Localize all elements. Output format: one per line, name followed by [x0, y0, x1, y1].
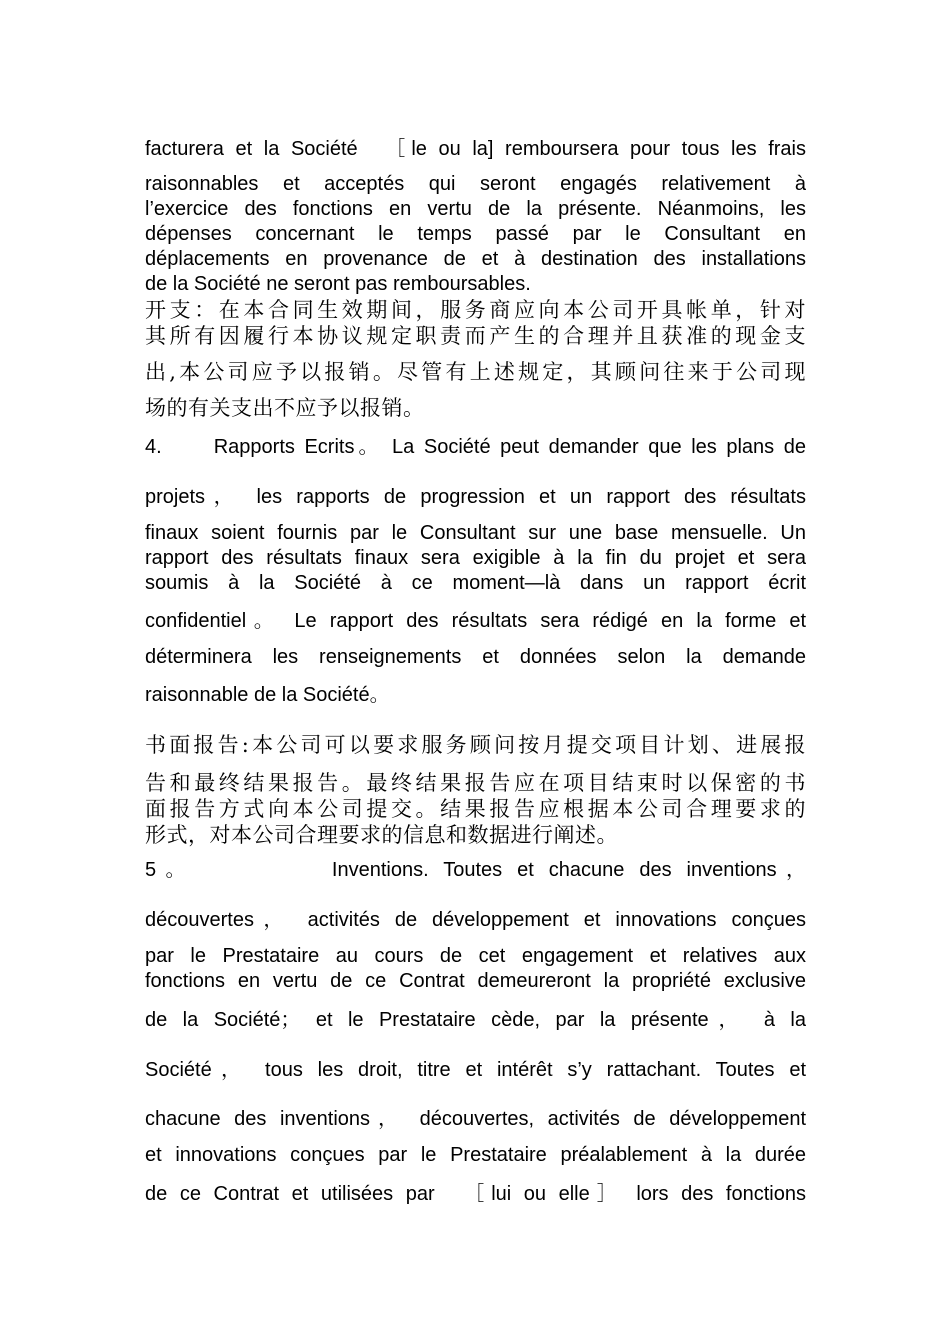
- text-line: de la Société ne seront pas remboursables.: [145, 273, 531, 295]
- text-line: confidentiel。 Le rapport des résultats sera rédigé en la forme et: [145, 610, 806, 632]
- text-line: et innovations conçues par le Prestataire préalablement à la durée: [145, 1144, 806, 1166]
- text-line: déterminera les renseignements et données selon la demande: [145, 646, 806, 668]
- text-line: facturera et la Société ［le ou la] remboursera pour tous les frais: [145, 138, 806, 160]
- chinese-text-line: 形式，对本公司合理要求的信息和数据进行阐述。: [145, 823, 618, 847]
- chinese-text-line: 场的有关支出不应予以报销。: [145, 396, 425, 420]
- text-line: par le Prestataire au cours de cet engagement et relatives aux: [145, 945, 806, 967]
- text-line: de la Société； et le Prestataire cède, par la présente， à la: [145, 1009, 806, 1031]
- text-line: raisonnable de la Société。: [145, 684, 390, 706]
- text-line: découvertes， activités de développement et innovations conçues: [145, 909, 806, 931]
- section-heading-line: 5。 Inventions. Toutes et chacune des inventions，: [145, 859, 806, 881]
- text-line: fonctions en vertu de ce Contrat demeureront la propriété exclusive: [145, 970, 806, 992]
- text-line: l’exercice des fonctions en vertu de la présente. Néanmoins, les: [145, 198, 806, 220]
- chinese-text-line: 出,本公司应予以报销。尽管有上述规定，其顾问往来于公司现: [145, 360, 806, 384]
- chinese-text-line: 其所有因履行本协议规定职责而产生的合理并且获准的现金支: [145, 324, 806, 348]
- chinese-text-line: 开支：在本合同生效期间，服务商应向本公司开具帐单，针对: [145, 298, 806, 322]
- section-heading-line: 4. Rapports Ecrits。 La Société peut demander que les plans de: [145, 436, 806, 458]
- text-line: soumis à la Société à ce moment—là dans un rapport écrit: [145, 572, 806, 594]
- text-line: déplacements en provenance de et à destination des installations: [145, 248, 806, 270]
- chinese-text-line: 告和最终结果报告。最终结果报告应在项目结束时以保密的书: [145, 771, 806, 795]
- text-line: raisonnables et acceptés qui seront engagés relativement à: [145, 173, 806, 195]
- chinese-text-line: 书面报告:本公司可以要求服务顾问按月提交项目计划、进展报: [145, 733, 806, 757]
- text-line: rapport des résultats finaux sera exigible à la fin du projet et sera: [145, 547, 806, 569]
- text-line: dépenses concernant le temps passé par le Consultant en: [145, 223, 806, 245]
- text-line: chacune des inventions， découvertes, activités de développement: [145, 1108, 806, 1130]
- text-line: finaux soient fournis par le Consultant sur une base mensuelle. Un: [145, 522, 806, 544]
- text-line: projets， les rapports de progression et un rapport des résultats: [145, 486, 806, 508]
- text-line: de ce Contrat et utilisées par ［lui ou elle］ lors des fonctions: [145, 1183, 806, 1205]
- text-line: Société， tous les droit, titre et intérêt s’y rattachant. Toutes et: [145, 1059, 806, 1081]
- chinese-text-line: 面报告方式向本公司提交。结果报告应根据本公司合理要求的: [145, 797, 806, 821]
